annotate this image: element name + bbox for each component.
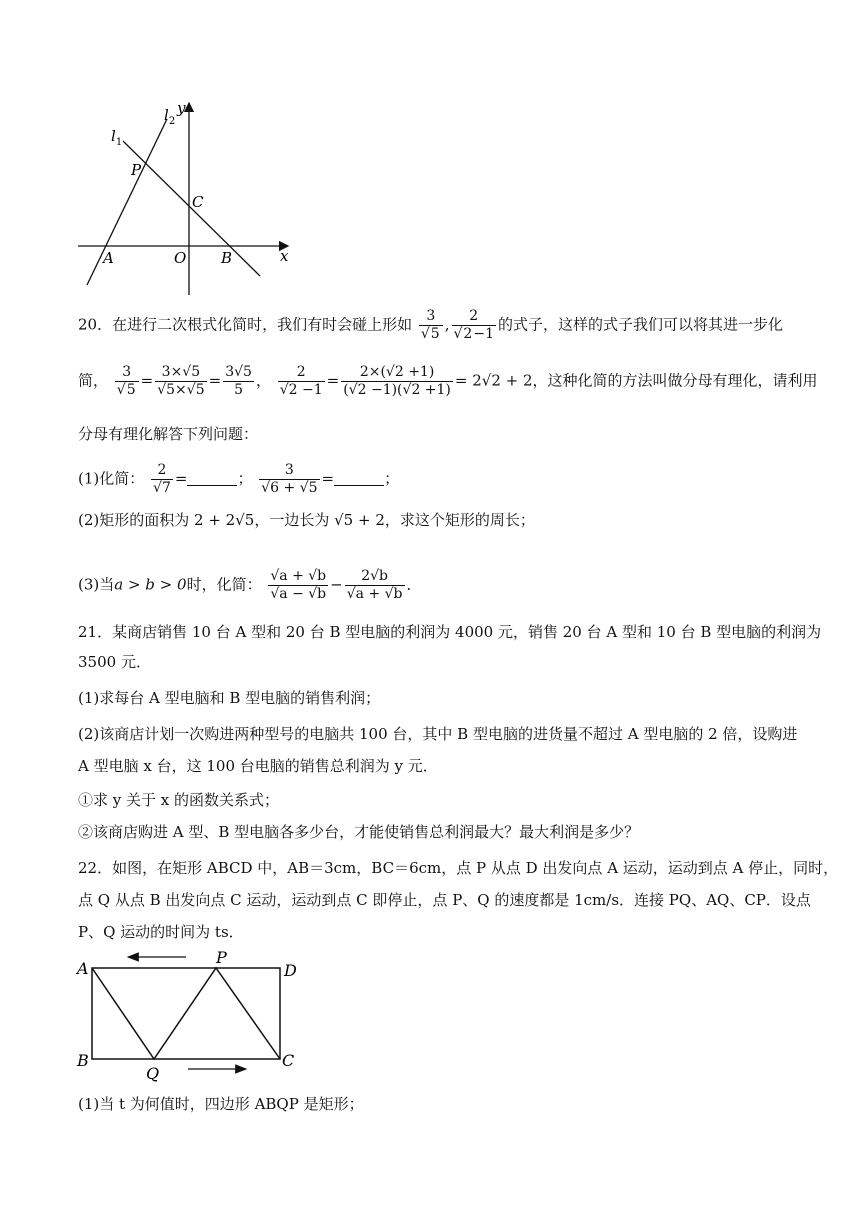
- label-fig-P: P: [216, 948, 227, 967]
- label-B: B: [221, 249, 233, 267]
- q21-sub1: ①求 y 关于 x 的函数关系式；: [78, 791, 280, 809]
- q21-part2-cont: A 型电脑 x 台，这 100 台电脑的销售总利润为 y 元．: [78, 757, 438, 775]
- q22-line3: P、Q 运动的时间为 ts．: [78, 923, 244, 941]
- q22-part1: (1)当 t 为何值时，四边形 ABQP 是矩形；: [78, 1095, 364, 1113]
- q22-line1: 22．如图，在矩形 ABCD 中，AB＝3cm，BC＝6cm，点 P 从点 D 出发向点 A 运动，运动到点 A 停止，同时，: [78, 859, 839, 877]
- label-fig-C: C: [282, 1051, 295, 1070]
- label-P: P: [131, 161, 142, 179]
- q21-part1: (1)求每台 A 型电脑和 B 型电脑的销售利润；: [78, 689, 381, 707]
- q21-line1: 21．某商店销售 10 台 A 型和 20 台 B 型电脑的利润为 4000 元，销售 20 台 A 型和 10 台 B 型电脑的利润为: [78, 623, 822, 641]
- answer-blank-1[interactable]: [187, 471, 237, 486]
- segments-AQ-QP-PC: [92, 968, 280, 1059]
- q20-part2: (2)矩形的面积为 2 + 2√5，一边长为 √5 + 2，求这个矩形的周长；: [78, 511, 535, 529]
- label-l1: $l_1$: [111, 127, 123, 148]
- frac-3-over-root5: $\frac{3}{√5}$: [419, 308, 443, 343]
- q20-part3: (3)当a > b > 0时，化简： $\frac{√a + √b}{√a - √b}$ − $\frac{2√b}{√a + √b}$ ．: [78, 568, 422, 602]
- label-y: y: [177, 99, 186, 117]
- q20-line3: 分母有理化解答下列问题：: [78, 425, 259, 443]
- q20-intro: 20．在进行二次根式化简时，我们有时会碰上形如 $\frac{3}{√5}$ , $\frac{2}{√2-1}$ 的式子，这样的式子我们可以将其进一步化: [78, 308, 783, 342]
- label-l2: $l_2$: [164, 106, 176, 127]
- q21-line2: 3500 元．: [78, 653, 151, 671]
- label-fig-D: D: [284, 961, 297, 980]
- q20-examples: 简， $\frac{3}{√5}$ = $\frac{3\times√5}{√5\times√5}$ = $\frac{3√5}{5}$ ， $\frac{2}{√2 -1}$ = $\frac{2\times(√2 +1)}{(√2 -1)(√2 +1)}$ = 2√2 + 2，这种化简的方法叫做分母有理化，请利用: [78, 364, 818, 398]
- label-fig-Q: Q: [146, 1064, 160, 1083]
- q21-sub2: ②该商店购进 A 型、B 型电脑各多少台，才能使销售总利润最大？最大利润是多少？: [78, 823, 640, 841]
- label-x: x: [280, 247, 289, 265]
- coordinate-figure: [70, 95, 300, 295]
- q20-part1: (1)化简： $\frac{2}{√7}$ = ； $\frac{3}{√6 + √5}$ = ；: [78, 462, 400, 496]
- answer-blank-2[interactable]: [334, 471, 384, 486]
- label-C: C: [192, 193, 204, 211]
- label-O: O: [174, 249, 187, 267]
- q21-part2: (2)该商店计划一次购进两种型号的电脑共 100 台，其中 B 型电脑的进货量不超过 A 型电脑的 2 倍，设购进: [78, 725, 798, 743]
- rect-ABCD: [92, 968, 280, 1059]
- label-fig-B: B: [77, 1051, 89, 1070]
- label-A: A: [103, 249, 114, 267]
- q22-line2: 点 Q 从点 B 出发向点 C 运动，运动到点 C 即停止，点 P、Q 的速度都是 1cm/s．连接 PQ、AQ、CP．设点: [78, 891, 811, 909]
- line-l2: [87, 119, 167, 285]
- rectangle-figure: [70, 948, 310, 1083]
- frac-2-over-root2-minus1: $\frac{2}{√2-1}$: [453, 308, 494, 342]
- label-fig-A: A: [77, 959, 89, 978]
